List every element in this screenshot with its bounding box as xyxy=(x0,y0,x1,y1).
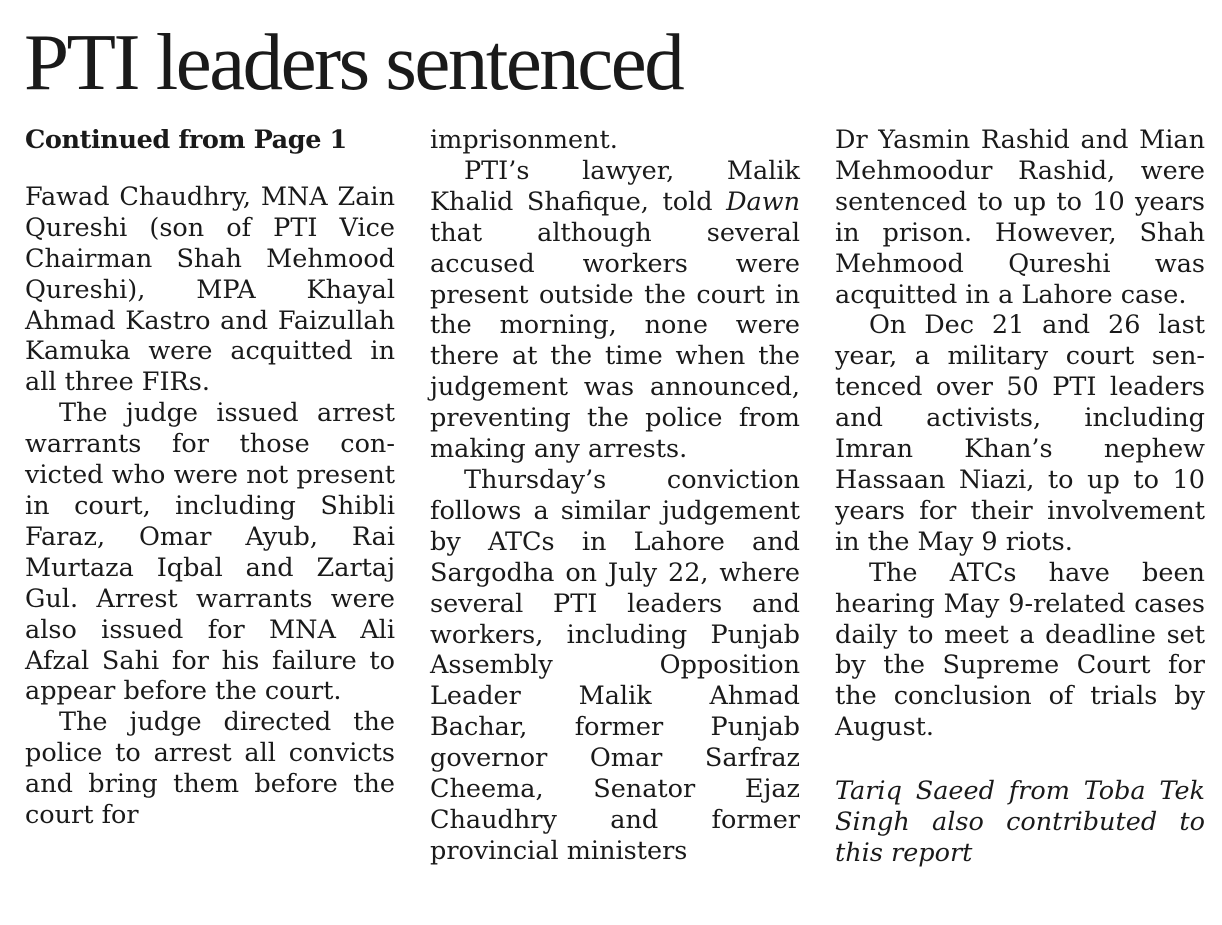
paragraph: imprisonment. xyxy=(430,125,618,155)
paragraph: The judge issued arrest warrants for those convicted who were not present in court, including Shibli Faraz, Omar Ayub, Rai Murtaza Iqbal and Zartaj Gul. Arrest warrants were also issued for MNA Ali Afzal Sahi for his failure to appear before the court. xyxy=(25,398,395,707)
contributor-credit: Tariq Saeed from Toba Tek Singh also contributed to this report xyxy=(835,776,1205,868)
newspaper-name: Dawn xyxy=(726,186,800,217)
text-run: PTI’s lawyer, Malik Khalid Shafique, told xyxy=(430,155,800,217)
paragraph: Thursday’s conviction follows a similar judgement by ATCs in Lahore and Sargodha on July 22, where several PTI leaders and workers, including Punjab Assembly Opposition Leader Malik Ahmad Bachar, former Punjab governor Omar Sarfraz Cheema, Senator Ejaz Chaudhry and former provincial ministers xyxy=(430,464,800,866)
column-1 xyxy=(25,125,395,831)
text-run: that although several accused workers were present outside the court in the morning, none were there at the time when the judgement was announced, preventing the police from making any arrests. xyxy=(430,217,800,465)
paragraph: The ATCs have been hearing May 9-related cases daily to meet a deadline set by the Supreme Court for the conclusion of trials by August. xyxy=(835,557,1205,743)
column-3 xyxy=(835,125,1205,869)
column-2 xyxy=(430,125,800,867)
paragraph xyxy=(430,156,800,465)
headline: PTI leaders sentenced xyxy=(24,17,683,107)
paragraph: On Dec 21 and 26 last year, a military court sentenced over 50 PTI leaders and activists, including Imran Khan’s nephew Hassaan Niazi, to up to 10 years for their involvement in the May 9 riots. xyxy=(835,310,1205,557)
paragraph: Fawad Chaudhry, MNA Zain Qureshi (son of PTI Vice Chairman Shah Mehmood Qureshi), MPA Khayal Ahmad Kastro and Faizullah Kamuka were acquitted in all three FIRs. xyxy=(25,181,395,398)
continued-from-label: Continued from Page 1 xyxy=(25,125,347,155)
paragraph: Dr Yasmin Rashid and Mian Mehmoodur Rashid, were sentenced to up to 10 years in prison. However, Shah Mehmood Qureshi was acquitted in a Lahore case. xyxy=(835,125,1205,310)
paragraph: The judge directed the police to arrest all convicts and bring them before the court for xyxy=(25,707,395,831)
